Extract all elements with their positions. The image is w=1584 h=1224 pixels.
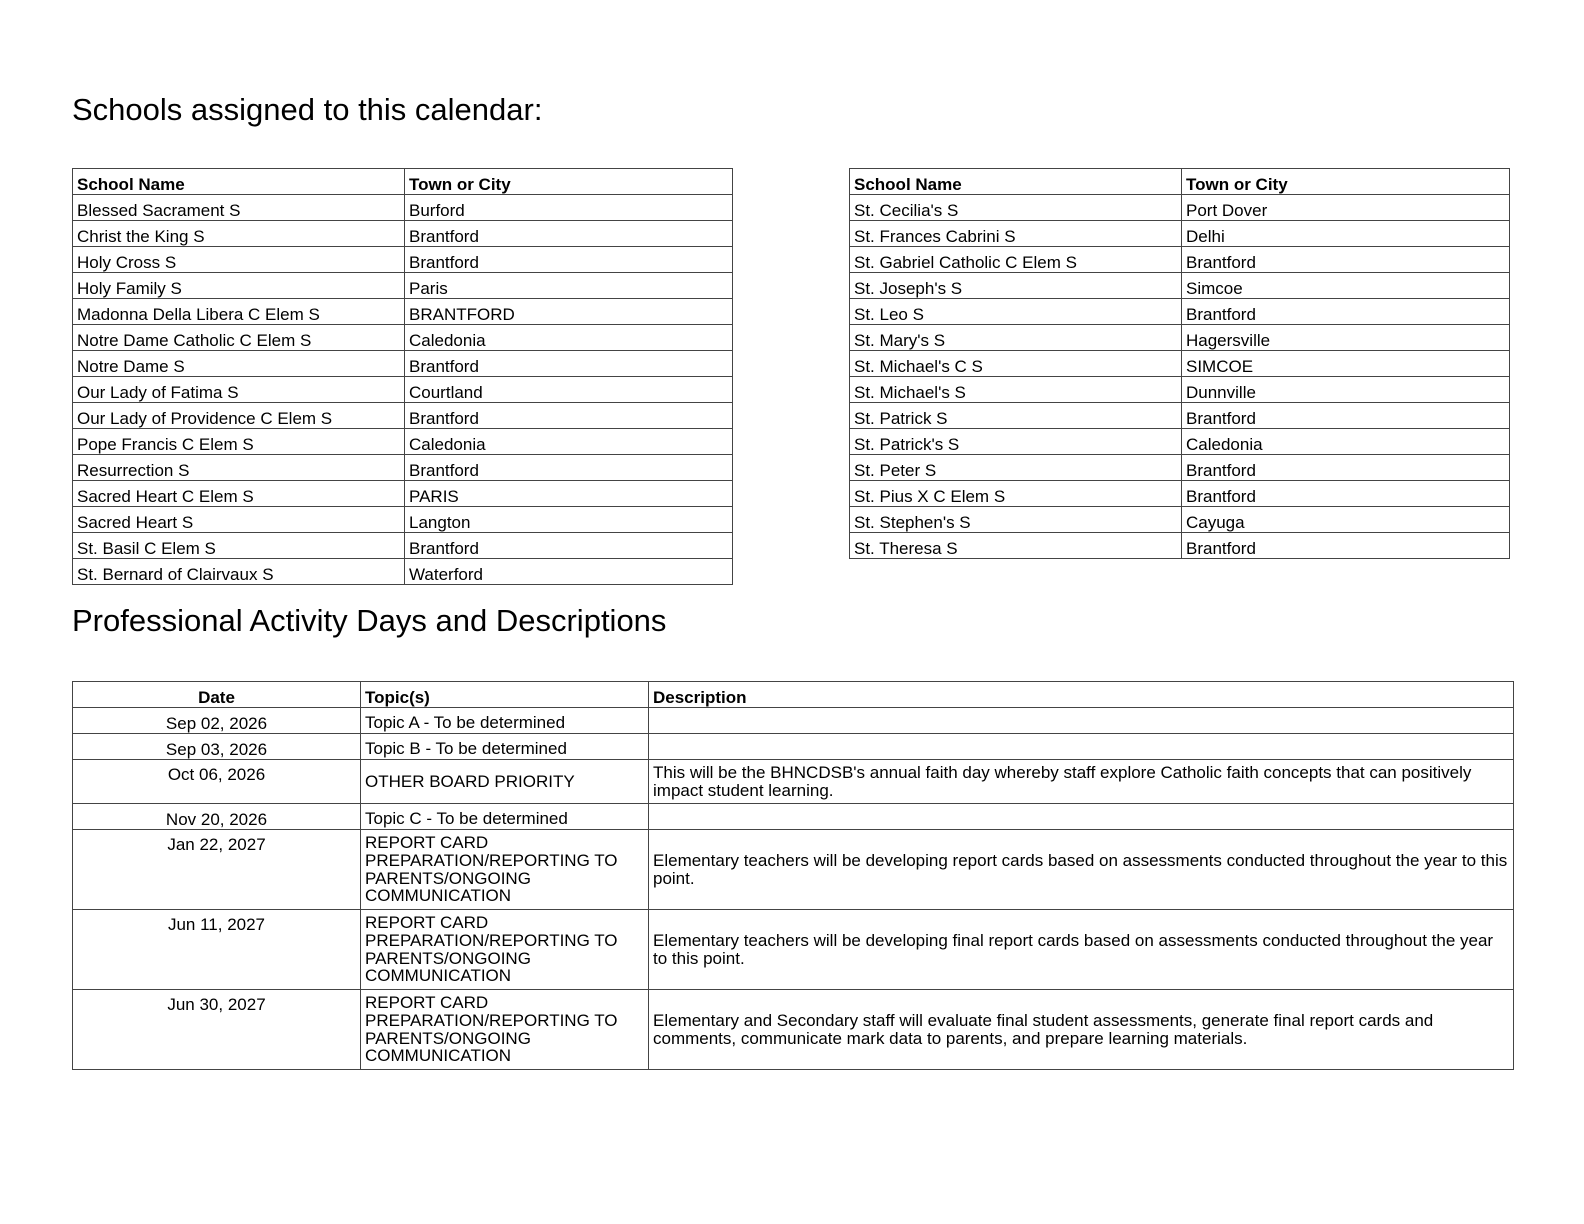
town-cell: SIMCOE: [1182, 351, 1510, 377]
school-name-cell: St. Mary's S: [850, 325, 1182, 351]
table-row: [850, 195, 1510, 221]
schools-table-right: [849, 168, 1510, 559]
table-row: [73, 377, 733, 403]
pa-days-table: [72, 681, 1514, 1070]
table-row: [73, 403, 733, 429]
town-cell: Caledonia: [405, 429, 733, 455]
school-name-cell: Our Lady of Providence C Elem S: [73, 403, 405, 429]
town-cell: Delhi: [1182, 221, 1510, 247]
school-name-cell: St. Leo S: [850, 299, 1182, 325]
town-cell: Brantford: [1182, 247, 1510, 273]
school-name-cell: Christ the King S: [73, 221, 405, 247]
table-row: [850, 403, 1510, 429]
town-cell: Brantford: [405, 351, 733, 377]
town-cell: Port Dover: [1182, 195, 1510, 221]
school-name-cell: Notre Dame S: [73, 351, 405, 377]
column-header-school-name: School Name: [850, 169, 1182, 195]
table-row: [73, 708, 1514, 734]
town-cell: Paris: [405, 273, 733, 299]
pa-days-body: [73, 708, 1514, 1070]
column-header-town: Town or City: [405, 169, 733, 195]
table-row: [73, 273, 733, 299]
column-header-description: Description: [649, 682, 1514, 708]
school-name-cell: St. Patrick's S: [850, 429, 1182, 455]
table-row: [73, 804, 1514, 830]
school-name-cell: Sacred Heart S: [73, 507, 405, 533]
school-name-cell: Notre Dame Catholic C Elem S: [73, 325, 405, 351]
schools-table-left: [72, 168, 733, 585]
town-cell: Brantford: [1182, 481, 1510, 507]
table-row: [73, 830, 1514, 910]
table-row: [73, 325, 733, 351]
school-name-cell: Holy Cross S: [73, 247, 405, 273]
topic-cell: REPORT CARD PREPARATION/REPORTING TO PARENTS/ONGOING COMMUNICATION: [361, 830, 649, 910]
table-row: [73, 734, 1514, 760]
town-cell: Burford: [405, 195, 733, 221]
school-name-cell: St. Peter S: [850, 455, 1182, 481]
table-row: [850, 273, 1510, 299]
table-row: [73, 507, 733, 533]
table-row: [73, 990, 1514, 1070]
pa-days-heading: Professional Activity Days and Descriptions: [72, 603, 667, 638]
column-header-topics: Topic(s): [361, 682, 649, 708]
schools-left-body: [73, 195, 733, 585]
date-cell: Jun 11, 2027: [73, 910, 361, 990]
date-cell: Jan 22, 2027: [73, 830, 361, 910]
school-name-cell: Madonna Della Libera C Elem S: [73, 299, 405, 325]
table-header-row: [73, 682, 1514, 708]
school-name-cell: St. Joseph's S: [850, 273, 1182, 299]
table-header-row: [850, 169, 1510, 195]
town-cell: Dunnville: [1182, 377, 1510, 403]
date-cell: Nov 20, 2026: [73, 804, 361, 830]
topic-cell: OTHER BOARD PRIORITY: [361, 760, 649, 804]
town-cell: Brantford: [405, 247, 733, 273]
date-cell: Sep 03, 2026: [73, 734, 361, 760]
school-name-cell: Blessed Sacrament S: [73, 195, 405, 221]
town-cell: Waterford: [405, 559, 733, 585]
column-header-school-name: School Name: [73, 169, 405, 195]
school-name-cell: Our Lady of Fatima S: [73, 377, 405, 403]
table-row: [850, 377, 1510, 403]
table-row: [73, 559, 733, 585]
topic-cell: REPORT CARD PREPARATION/REPORTING TO PARENTS/ONGOING COMMUNICATION: [361, 990, 649, 1070]
topic-cell: Topic A - To be determined: [361, 708, 649, 734]
column-header-town: Town or City: [1182, 169, 1510, 195]
town-cell: Hagersville: [1182, 325, 1510, 351]
school-name-cell: St. Stephen's S: [850, 507, 1182, 533]
school-name-cell: Sacred Heart C Elem S: [73, 481, 405, 507]
description-cell: Elementary teachers will be developing final report cards based on assessments conducted throughout the year to this point.: [649, 910, 1514, 990]
table-row: [73, 429, 733, 455]
school-name-cell: St. Michael's S: [850, 377, 1182, 403]
table-row: [73, 351, 733, 377]
description-cell: [649, 804, 1514, 830]
school-name-cell: St. Pius X C Elem S: [850, 481, 1182, 507]
town-cell: Brantford: [405, 403, 733, 429]
table-row: [73, 455, 733, 481]
table-row: [850, 299, 1510, 325]
table-row: [73, 760, 1514, 804]
town-cell: Brantford: [1182, 455, 1510, 481]
town-cell: Courtland: [405, 377, 733, 403]
school-name-cell: St. Patrick S: [850, 403, 1182, 429]
column-header-date: Date: [73, 682, 361, 708]
topic-cell: Topic B - To be determined: [361, 734, 649, 760]
topic-cell: Topic C - To be determined: [361, 804, 649, 830]
description-cell: Elementary teachers will be developing report cards based on assessments conducted throughout the year to this point.: [649, 830, 1514, 910]
town-cell: Langton: [405, 507, 733, 533]
table-row: [850, 481, 1510, 507]
town-cell: Brantford: [1182, 403, 1510, 429]
table-row: [73, 221, 733, 247]
date-cell: Jun 30, 2027: [73, 990, 361, 1070]
town-cell: Simcoe: [1182, 273, 1510, 299]
description-cell: [649, 734, 1514, 760]
table-row: [73, 910, 1514, 990]
table-row: [850, 247, 1510, 273]
topic-cell: REPORT CARD PREPARATION/REPORTING TO PARENTS/ONGOING COMMUNICATION: [361, 910, 649, 990]
school-name-cell: St. Bernard of Clairvaux S: [73, 559, 405, 585]
table-row: [73, 533, 733, 559]
table-row: [850, 533, 1510, 559]
school-name-cell: St. Gabriel Catholic C Elem S: [850, 247, 1182, 273]
school-name-cell: St. Michael's C S: [850, 351, 1182, 377]
school-name-cell: St. Cecilia's S: [850, 195, 1182, 221]
table-row: [73, 299, 733, 325]
school-name-cell: St. Theresa S: [850, 533, 1182, 559]
table-row: [73, 195, 733, 221]
school-name-cell: Holy Family S: [73, 273, 405, 299]
table-row: [850, 351, 1510, 377]
schools-heading: Schools assigned to this calendar:: [72, 92, 543, 127]
town-cell: Brantford: [1182, 533, 1510, 559]
table-row: [73, 247, 733, 273]
table-row: [850, 325, 1510, 351]
table-header-row: [73, 169, 733, 195]
school-name-cell: Pope Francis C Elem S: [73, 429, 405, 455]
town-cell: Caledonia: [405, 325, 733, 351]
schools-right-body: [850, 195, 1510, 559]
description-cell: [649, 708, 1514, 734]
town-cell: Brantford: [405, 533, 733, 559]
school-name-cell: St. Basil C Elem S: [73, 533, 405, 559]
date-cell: Oct 06, 2026: [73, 760, 361, 804]
table-row: [73, 481, 733, 507]
town-cell: Brantford: [1182, 299, 1510, 325]
town-cell: Brantford: [405, 455, 733, 481]
town-cell: Caledonia: [1182, 429, 1510, 455]
table-row: [850, 507, 1510, 533]
school-name-cell: Resurrection S: [73, 455, 405, 481]
town-cell: PARIS: [405, 481, 733, 507]
town-cell: Brantford: [405, 221, 733, 247]
description-cell: Elementary and Secondary staff will evaluate final student assessments, generate final report cards and comments, communicate mark data to parents, and prepare learning materials.: [649, 990, 1514, 1070]
town-cell: BRANTFORD: [405, 299, 733, 325]
date-cell: Sep 02, 2026: [73, 708, 361, 734]
town-cell: Cayuga: [1182, 507, 1510, 533]
description-cell: This will be the BHNCDSB's annual faith day whereby staff explore Catholic faith concepts that can positively impact student learning.: [649, 760, 1514, 804]
table-row: [850, 455, 1510, 481]
table-row: [850, 429, 1510, 455]
school-name-cell: St. Frances Cabrini S: [850, 221, 1182, 247]
table-row: [850, 221, 1510, 247]
